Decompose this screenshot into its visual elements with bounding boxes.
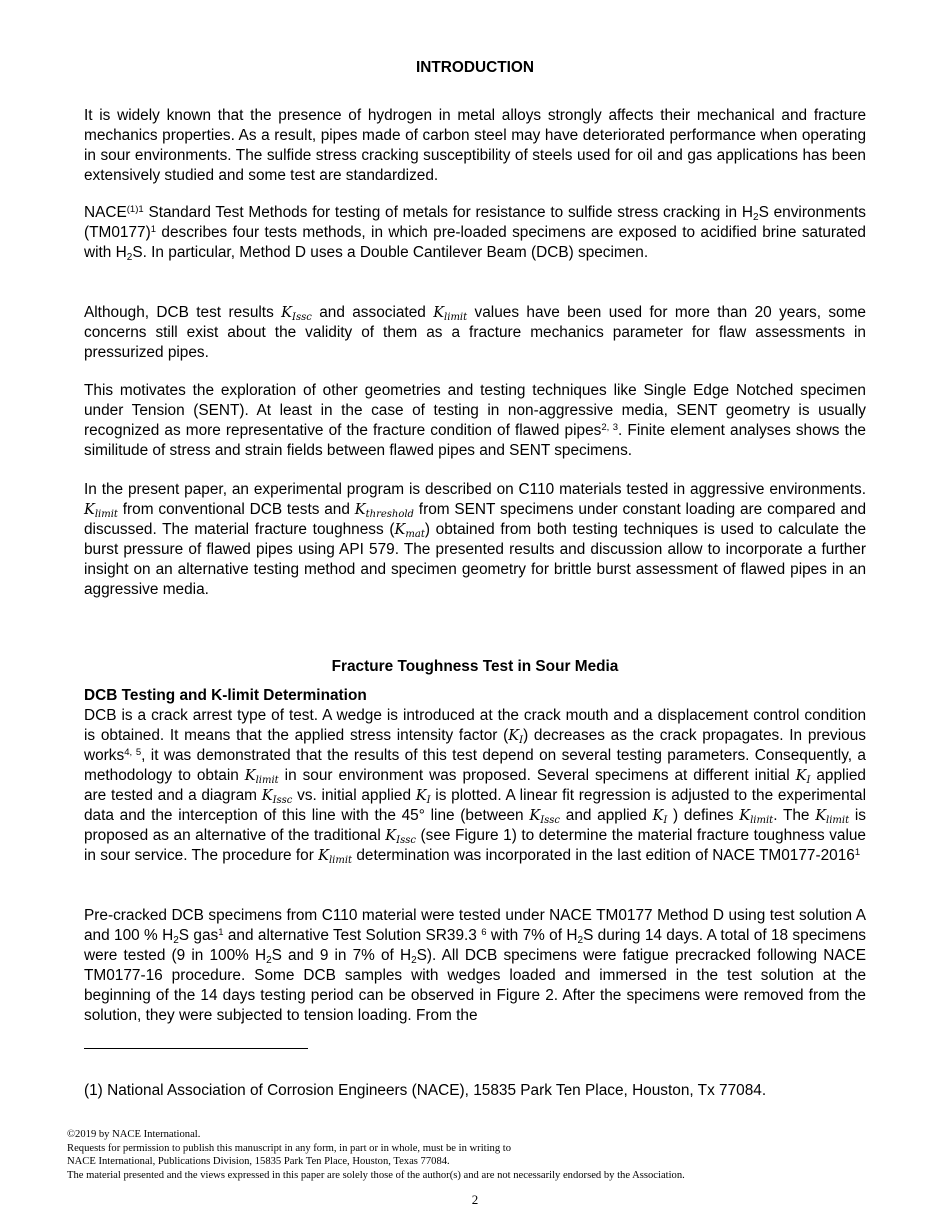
text-run: from SENT specimens under constant loading are compared and discussed. The material fracture toughness (	[84, 501, 867, 538]
text-run: S environments (TM0177)	[84, 204, 867, 241]
text-run: DCB is a crack arrest type of test. A wedge is introduced at the crack mouth and a displacement control condition is obtained. It means that the applied stress intensity factor (	[84, 707, 866, 744]
text-run: S gas	[178, 927, 219, 944]
footer-line: The material presented and the views expressed in this paper are solely those of the author(s) and are not necessarily endorsed by the Association.	[67, 1169, 685, 1181]
math-subscript: I	[663, 815, 668, 826]
math-subscript: mat	[405, 529, 425, 540]
text-run: S during 14 days. A total of 18 specimens were tested (9 in 100% H	[84, 927, 867, 964]
intro-paragraph	[84, 381, 866, 461]
math-base: K	[795, 768, 807, 784]
text-run: in sour environment was proposed. Several specimens at different initial	[278, 767, 796, 784]
math-base: K	[84, 502, 95, 518]
math-subscript: Issc	[396, 835, 416, 846]
subscript: 2	[126, 252, 133, 263]
section-paragraph	[84, 706, 866, 866]
intro-paragraph	[84, 480, 866, 600]
page-number: 2	[471, 1192, 479, 1207]
intro-paragraph	[84, 303, 866, 363]
text-run: S. In particular, Method D uses a Double Cantilever Beam (DCB) specimen.	[132, 244, 649, 261]
math-base: K	[433, 305, 445, 321]
intro-paragraph	[84, 203, 866, 263]
math-base: K	[354, 502, 366, 518]
text-run: This motivates the exploration of other geometries and testing techniques like Single Edge Notched specimen under Tension (SENT). At least in the case of testing in non-aggressive media, SENT geometry is usually recognized as more representative of the fracture condition of flawed pipes	[84, 382, 866, 439]
math-symbol	[318, 848, 352, 864]
copyright-footer	[67, 1128, 685, 1182]
math-symbol	[815, 808, 849, 824]
math-symbol	[529, 808, 560, 824]
subscript: 2	[411, 955, 417, 966]
text-run: , it was demonstrated that the results of this test depend on several testing parameters. Consequently, a methodology to obtain	[84, 747, 866, 784]
text-run: S). All DCB specimens were fatigue precracked following NACE TM0177-16 procedure. Some DCB samples with wedges loaded and immersed in the test solution at the beginning of the 14 days testing period can be observed in Figure 2. After the specimens were removed from the solution, they were subjected to tension loading. From the	[84, 947, 866, 1024]
subsection-heading: DCB Testing and K-limit Determination	[84, 687, 367, 704]
superscript: 6	[481, 927, 487, 938]
text-run: . The	[773, 807, 816, 824]
footer-line: Requests for permission to publish this manuscript in any form, in part or in whole, must be in writing to	[67, 1142, 512, 1154]
text-run: from conventional DCB tests and	[117, 501, 355, 518]
math-base: K	[529, 808, 541, 824]
math-subscript: limit	[750, 815, 774, 826]
text-run: and associated	[311, 304, 434, 321]
section-paragraph	[84, 906, 866, 1026]
math-subscript: limit	[444, 312, 468, 323]
math-symbol	[508, 728, 523, 744]
math-symbol	[739, 808, 773, 824]
math-subscript: limit	[255, 775, 279, 786]
text-run: and applied	[560, 807, 653, 824]
math-symbol	[262, 788, 293, 804]
text-run: and alternative Test Solution SR39.3	[223, 927, 482, 944]
text-run: determination was incorporated in the last edition of NACE TM0177-2016	[352, 847, 855, 864]
math-symbol	[416, 788, 431, 804]
subscript: 2	[266, 955, 272, 966]
math-base: K	[318, 848, 329, 864]
introduction-heading: INTRODUCTION	[416, 59, 534, 76]
text-run: with 7% of H	[486, 927, 578, 944]
subscript: 2	[577, 935, 584, 946]
math-symbol	[245, 768, 279, 784]
text-run: Pre-cracked DCB specimens from C110 material were tested under NACE TM0177 Method D using test solution A and 100 % H	[84, 907, 866, 944]
footer-line: NACE International, Publications Division, 15835 Park Ten Place, Houston, Texas 77084.	[67, 1156, 450, 1168]
text-run: ) obtained from both testing techniques is used to calculate the burst pressure of flawed pipes using API 579. The presented results and discussion allow to incorporate a further insight on an alternative testing method and specimen geometry for brittle burst assessment of flawed pipes in an aggressive media.	[84, 521, 866, 598]
math-symbol	[281, 305, 312, 321]
text-run: Standard Test Methods for testing of metals for resistance to sulfide stress cracking in H	[143, 204, 754, 221]
math-symbol	[796, 768, 811, 784]
math-symbol	[385, 828, 416, 844]
text-run: Although, DCB test results	[84, 304, 282, 321]
math-symbol	[84, 502, 118, 518]
math-subscript: I	[426, 795, 431, 806]
math-base: K	[244, 768, 256, 784]
math-base: K	[261, 788, 273, 804]
subscript: 2	[753, 212, 759, 223]
text-run: vs. initial applied	[292, 787, 416, 804]
math-subscript: Issc	[292, 312, 312, 323]
text-run: ) defines	[667, 807, 740, 824]
text-run: is plotted. A linear fit regression is adjusted to the experimental data and the interception of this line with the 45° line (between	[84, 787, 866, 824]
text-run: values have been used for more than 20 years, some concerns still exist about the validity of them as a fracture mechanics parameter for flaw assessments in pressurized pipes.	[84, 304, 866, 361]
text-run: (see Figure 1) to determine the material fracture toughness value in sour service. The procedure for	[84, 827, 866, 864]
math-symbol	[433, 305, 467, 321]
math-subscript: I	[806, 775, 811, 786]
text-run: describes four tests methods, in which pre-loaded specimens are exposed to acidified brine saturated with H	[84, 224, 866, 261]
text-run: It is widely known that the presence of hydrogen in metal alloys strongly affects their mechanical and fracture mechanics properties. As a result, pipes made of carbon steel may have deteriorated performance when operating in sour environments. The sulfide stress cracking susceptibility of steels used for oil and gas applications has been extensively studied and some test are standardized.	[84, 107, 866, 184]
superscript: 4, 5	[124, 747, 142, 758]
text-run: is proposed as an alternative of the traditional	[84, 807, 866, 844]
math-base: K	[652, 808, 664, 824]
section-heading: Fracture Toughness Test in Sour Media	[331, 658, 619, 675]
superscript: (1)1	[126, 204, 144, 215]
math-subscript: limit	[328, 855, 353, 866]
text-run: applied are tested and a diagram	[84, 767, 866, 804]
subscript: 2	[173, 935, 179, 946]
footnote-divider	[84, 1048, 308, 1049]
superscript: 1	[854, 847, 861, 858]
math-symbol	[395, 522, 425, 538]
math-base: K	[739, 808, 751, 824]
superscript: 1	[150, 224, 157, 235]
superscript: 1	[218, 927, 224, 938]
math-subscript: threshold	[365, 509, 414, 520]
math-base: K	[281, 305, 292, 321]
math-symbol	[653, 808, 668, 824]
math-base: K	[508, 728, 520, 744]
text-run: ) decreases as the crack propagates. In previous works	[84, 727, 866, 764]
text-run: In the present paper, an experimental program is described on C110 materials tested in aggressive environments.	[84, 481, 866, 498]
text-run: . Finite element analyses shows the similitude of stress and strain fields between flawed pipes and SENT specimens.	[84, 422, 866, 459]
footnote: (1) National Association of Corrosion Engineers (NACE), 15835 Park Ten Place, Houston, Tx 77084.	[84, 1082, 767, 1099]
math-subscript: I	[519, 735, 524, 746]
footer-line: ©2019 by NACE International.	[67, 1129, 201, 1140]
math-base: K	[385, 828, 397, 844]
intro-paragraph	[84, 106, 866, 186]
math-base: K	[815, 808, 827, 824]
math-subscript: limit	[94, 509, 118, 520]
math-subscript: limit	[826, 815, 850, 826]
math-base: K	[394, 522, 406, 538]
text-run: S and 9 in 7% of H	[271, 947, 412, 964]
math-subscript: Issc	[540, 815, 561, 826]
superscript: 2, 3	[601, 422, 619, 433]
math-base: K	[415, 788, 427, 804]
math-subscript: Issc	[272, 795, 293, 806]
math-symbol	[355, 502, 414, 518]
text-run: NACE	[84, 204, 127, 221]
